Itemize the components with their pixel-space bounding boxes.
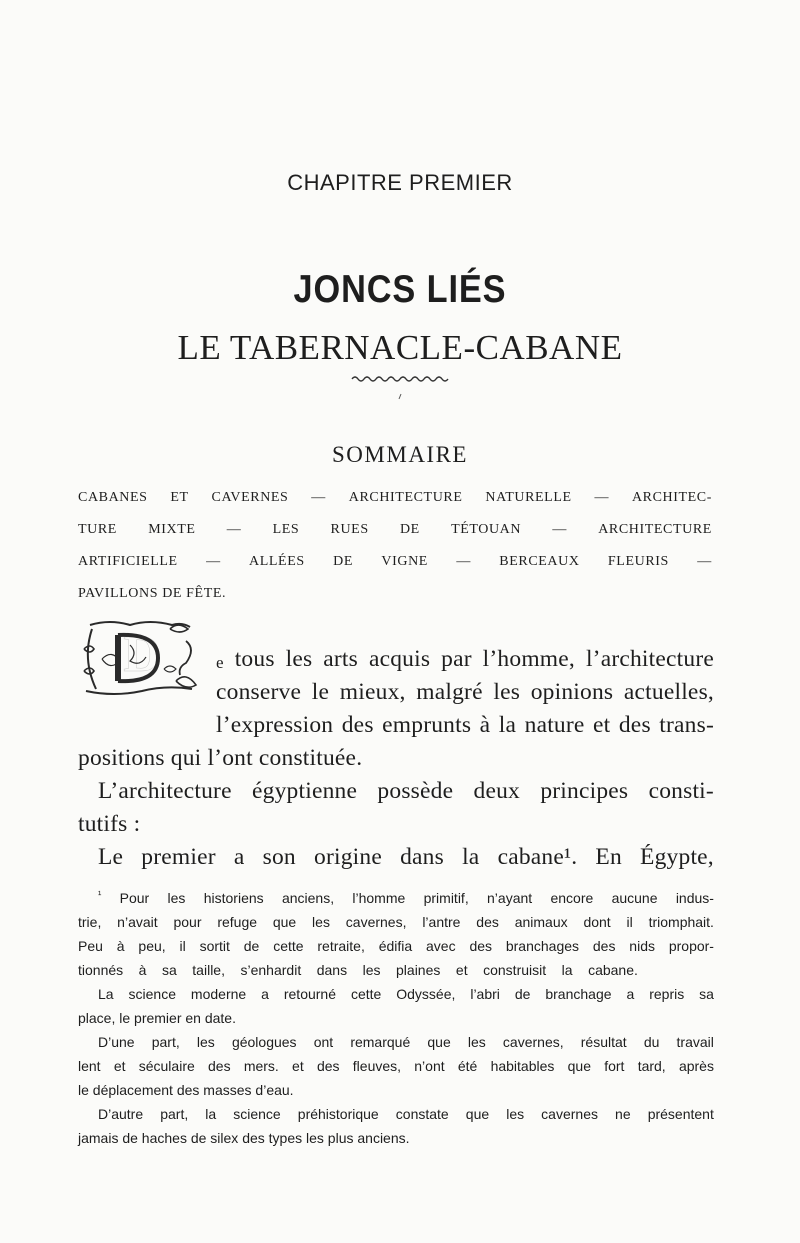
footnote-line-7: D’une part, les géologues ont remarqué que les cavernes, résultat du travail: [98, 1034, 714, 1050]
footnote-line-6: place, le premier en date.: [78, 1010, 236, 1026]
body-line-1: e tous les arts acquis par l’homme, l’architecture: [216, 646, 714, 672]
chapter-title: JONCS LIÉS: [293, 268, 507, 311]
drop-cap-letter: D: [123, 626, 161, 683]
summary-heading: SOMMAIRE: [332, 442, 468, 467]
footnote-line-5: La science moderne a retourné cette Odyssée, l’abri de branchage a repris sa: [98, 986, 714, 1002]
footnote-line-2: trie, n’avait pour refuge que les cavernes, l’antre des animaux dont il triomphait.: [78, 914, 714, 930]
summary-line-3: ARTIFICIELLE — ALLÉES DE VIGNE — BERCEAUX FLEURIS —: [78, 554, 712, 569]
wavy-ornament: [351, 374, 449, 404]
body-line-5: L’architecture égyptienne possède deux principes consti-: [98, 778, 714, 804]
footnote-line-3: Peu à peu, il sortit de cette retraite, édifia avec des branchages des nids propor-: [78, 938, 714, 954]
body-line-3: l’expression des emprunts à la nature et des trans-: [216, 712, 714, 738]
footnote-line-9: le déplacement des masses d’eau.: [78, 1082, 294, 1098]
footnote-line-10: D’autre part, la science préhistorique constate que les cavernes ne présentent: [98, 1106, 714, 1122]
chapter-heading: CHAPITRE PREMIER: [287, 170, 513, 195]
footnote-line-11: jamais de haches de silex des types les plus anciens.: [78, 1130, 410, 1146]
footnote-line-8: lent et séculaire des mers. et des fleuves, n’ont été habitables que fort tard, après: [78, 1058, 714, 1074]
summary-line-1: CABANES ET CAVERNES — ARCHITECTURE NATURELLE — ARCHITEC-: [78, 490, 712, 505]
summary-line-2: TURE MIXTE — LES RUES DE TÉTOUAN — ARCHITECTURE: [78, 522, 712, 537]
body-line-6: tutifs :: [78, 811, 141, 837]
chapter-subtitle: LE TABERNACLE-CABANE: [177, 328, 623, 367]
body-line-4: positions qui l’ont constituée.: [78, 745, 363, 771]
footnote-line-1: ¹ Pour les historiens anciens, l’homme primitif, n’ayant encore aucune indus-: [98, 890, 714, 906]
footnote-line-4: tionnés à sa taille, s’enhardit dans les plaines et construisit la cabane.: [78, 962, 638, 978]
drop-cap-ornament: [78, 619, 206, 695]
summary-line-4: PAVILLONS DE FÊTE.: [78, 586, 227, 601]
body-line-7: Le premier a son origine dans la cabane¹. En Égypte,: [98, 844, 714, 870]
body-line-2: conserve le mieux, malgré les opinions actuelles,: [216, 679, 714, 705]
